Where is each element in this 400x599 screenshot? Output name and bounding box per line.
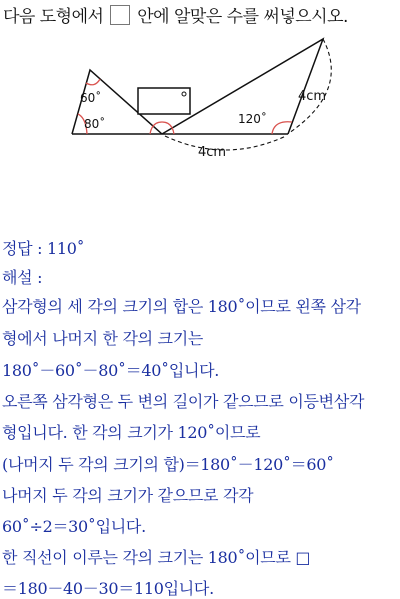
solution-line: 오른쪽 삼각형은 두 변의 길이가 같으므로 이등변삼각 [2, 392, 365, 411]
solution-line: 해설 : [2, 268, 43, 287]
answer-rect [138, 88, 190, 114]
angle-label-80: 80˚ [84, 117, 106, 131]
geometry-figure [60, 36, 350, 166]
angle-arc-top-left [86, 79, 100, 85]
answer-box [110, 5, 130, 25]
solution-line: 60˚÷2＝30˚입니다. [2, 517, 146, 536]
solution-line: 정답 : 110˚ [2, 239, 85, 258]
solution-line: (나머지 두 각의 크기의 합)＝180˚－120˚＝60˚ [2, 455, 334, 474]
question-after: 안에 알맞은 수를 써넣으시오. [137, 7, 348, 27]
side-label-right: 4cm [298, 89, 327, 104]
solution-line: 삼각형의 세 각의 크기의 합은 180˚이므로 왼쪽 삼각 [2, 297, 361, 316]
angle-label-60: 60˚ [80, 91, 102, 105]
angle-arc-middle [150, 122, 174, 134]
solution-line: ＝180－40－30＝110입니다. [2, 579, 214, 598]
question-text [3, 2, 348, 27]
side-label-bottom: 4cm [198, 145, 227, 160]
solution-line: 180˚－60˚－80˚＝40˚입니다. [2, 361, 220, 380]
solution-line: 형에서 나머지 한 각의 크기는 [2, 329, 204, 348]
solution-line: 나머지 두 각의 크기가 같으므로 각각 [2, 486, 254, 505]
solution-line: 형입니다. 한 각의 크기가 120˚이므로 [2, 423, 261, 442]
question-before: 다음 도형에서 [3, 7, 104, 27]
dashed-arc-right [289, 39, 331, 133]
solution-line: 한 직선이 이루는 각의 크기는 180˚이므로 □ [2, 548, 311, 567]
angle-label-120: 120˚ [238, 112, 267, 126]
